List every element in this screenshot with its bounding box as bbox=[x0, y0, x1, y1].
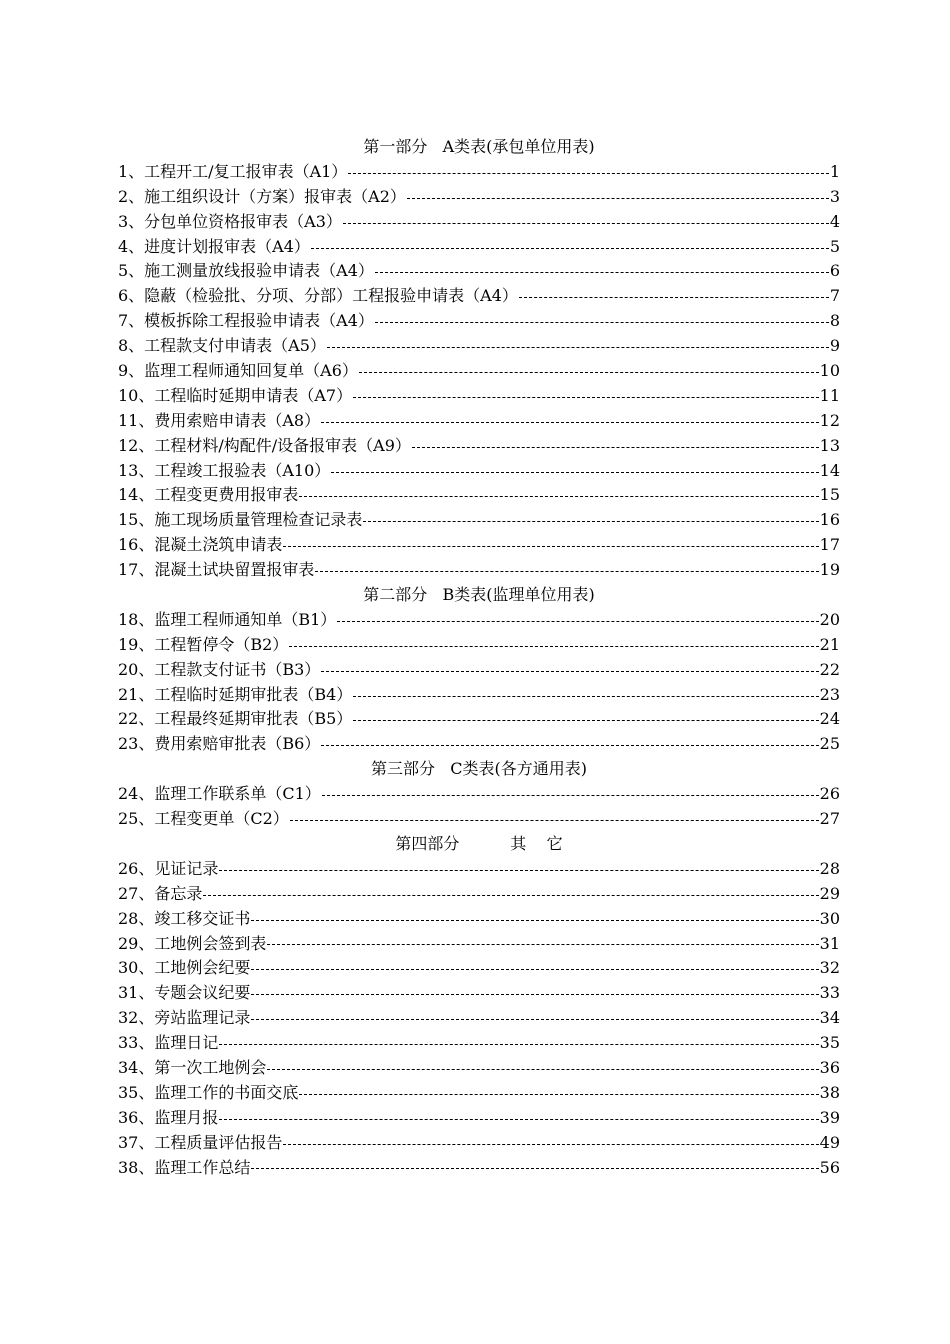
dotted-leader bbox=[348, 173, 829, 174]
toc-entry-page: 7 bbox=[829, 286, 840, 306]
dotted-leader bbox=[289, 646, 818, 647]
toc-entry bbox=[118, 882, 840, 907]
toc-entry bbox=[118, 259, 840, 284]
dotted-leader bbox=[407, 198, 829, 199]
toc-entry-title: 15、施工现场质量管理检查记录表 bbox=[118, 510, 363, 530]
dotted-leader bbox=[251, 994, 818, 995]
toc-entry-page: 31 bbox=[819, 933, 840, 953]
toc-entry bbox=[118, 533, 840, 558]
toc-entry-page: 6 bbox=[829, 261, 840, 281]
toc-entry-page: 34 bbox=[819, 1008, 840, 1028]
toc-entry-page: 26 bbox=[819, 784, 840, 804]
toc-entry-page: 30 bbox=[819, 908, 840, 928]
toc-entry-title: 12、工程材料/构配件/设备报审表（A9） bbox=[118, 435, 411, 455]
toc-entry-page: 1 bbox=[829, 161, 840, 181]
dotted-leader bbox=[251, 1168, 818, 1169]
toc-entry-title: 7、模板拆除工程报验申请表（A4） bbox=[118, 311, 374, 331]
toc-entry-page: 19 bbox=[819, 560, 840, 580]
toc-entry-page: 39 bbox=[819, 1107, 840, 1127]
toc-entry-page: 16 bbox=[819, 510, 840, 530]
toc-entry-page: 29 bbox=[819, 883, 840, 903]
toc-entry-title: 17、混凝土试块留置报审表 bbox=[118, 560, 315, 580]
toc-entry-title: 37、工程质量评估报告 bbox=[118, 1132, 283, 1152]
toc-entry-page: 21 bbox=[819, 634, 840, 654]
dotted-leader bbox=[343, 223, 829, 224]
dotted-leader bbox=[327, 347, 829, 348]
dotted-leader bbox=[375, 272, 829, 273]
toc-entry bbox=[118, 707, 840, 732]
toc-entry bbox=[118, 1106, 840, 1131]
dotted-leader bbox=[353, 720, 818, 721]
toc-entry bbox=[118, 1031, 840, 1056]
toc-entry-title: 31、专题会议纪要 bbox=[118, 983, 251, 1003]
toc-entry bbox=[118, 334, 840, 359]
toc-entry-title: 8、工程款支付申请表（A5） bbox=[118, 336, 326, 356]
toc-entry-page: 28 bbox=[819, 858, 840, 878]
toc-entry bbox=[118, 210, 840, 235]
dotted-leader bbox=[322, 795, 819, 796]
dotted-leader bbox=[315, 571, 818, 572]
toc-entry bbox=[118, 434, 840, 459]
toc-entry bbox=[118, 1056, 840, 1081]
toc-entry-title: 24、监理工作联系单（C1） bbox=[118, 784, 321, 804]
toc-entry-page: 20 bbox=[819, 609, 840, 629]
toc-entry-title: 11、费用索赔申请表（A8） bbox=[118, 410, 321, 430]
toc-entry-page: 9 bbox=[829, 336, 840, 356]
toc-entry bbox=[118, 1006, 840, 1031]
toc-entry-page: 5 bbox=[829, 236, 840, 256]
toc-entry bbox=[118, 1081, 840, 1106]
toc-entry bbox=[118, 633, 840, 658]
toc-entry-page: 23 bbox=[819, 684, 840, 704]
toc-entry-page: 35 bbox=[819, 1033, 840, 1053]
toc-entry-page: 4 bbox=[829, 211, 840, 231]
toc-entry-title: 10、工程临时延期申请表（A7） bbox=[118, 385, 353, 405]
section-heading: 第一部分 A类表(承包单位用表) bbox=[363, 137, 595, 156]
section-heading: 第四部分 其 它 bbox=[395, 833, 563, 853]
toc-entry-title: 2、施工组织设计（方案）报审表（A2） bbox=[118, 186, 406, 206]
toc-entry bbox=[118, 384, 840, 409]
toc-entry bbox=[118, 932, 840, 957]
toc-entry bbox=[118, 235, 840, 260]
toc-entry bbox=[118, 483, 840, 508]
dotted-leader bbox=[283, 546, 818, 547]
toc-entry-page: 32 bbox=[819, 958, 840, 978]
toc-entry-title: 19、工程暂停令（B2） bbox=[118, 634, 289, 654]
table-of-contents bbox=[118, 135, 840, 1180]
toc-entry-page: 15 bbox=[819, 485, 840, 505]
dotted-leader bbox=[337, 621, 818, 622]
dotted-leader bbox=[321, 422, 819, 423]
dotted-leader bbox=[412, 447, 819, 448]
dotted-leader bbox=[251, 969, 818, 970]
toc-entry-page: 25 bbox=[819, 734, 840, 754]
toc-entry bbox=[118, 683, 840, 708]
dotted-leader bbox=[251, 920, 818, 921]
toc-entry-title: 32、旁站监理记录 bbox=[118, 1008, 251, 1028]
dotted-leader bbox=[267, 1069, 818, 1070]
toc-entry-title: 23、费用索赔审批表（B6） bbox=[118, 734, 321, 754]
toc-entry-title: 38、监理工作总结 bbox=[118, 1157, 251, 1177]
dotted-leader bbox=[321, 671, 818, 672]
toc-entry-page: 49 bbox=[819, 1132, 840, 1152]
toc-entry bbox=[118, 409, 840, 434]
dotted-leader bbox=[219, 1119, 818, 1120]
toc-entry-page: 17 bbox=[819, 535, 840, 555]
toc-entry-title: 21、工程临时延期审批表（B4） bbox=[118, 684, 353, 704]
toc-entry-title: 5、施工测量放线报验申请表（A4） bbox=[118, 261, 374, 281]
toc-entry-page: 3 bbox=[829, 186, 840, 206]
toc-entry-title: 6、隐蔽（检验批、分项、分部）工程报验申请表（A4） bbox=[118, 286, 518, 306]
toc-entry bbox=[118, 558, 840, 583]
toc-entry-title: 14、工程变更费用报审表 bbox=[118, 485, 299, 505]
toc-entry-title: 26、见证记录 bbox=[118, 858, 219, 878]
toc-entry-page: 14 bbox=[819, 460, 840, 480]
toc-entry bbox=[118, 1131, 840, 1156]
dotted-leader bbox=[299, 496, 818, 497]
toc-entry bbox=[118, 1156, 840, 1181]
toc-entry-page: 13 bbox=[819, 435, 840, 455]
toc-entry-title: 3、分包单位资格报审表（A3） bbox=[118, 211, 342, 231]
toc-entry-title: 29、工地例会签到表 bbox=[118, 933, 267, 953]
toc-entry-page: 22 bbox=[819, 659, 840, 679]
toc-entry bbox=[118, 658, 840, 683]
toc-entry-title: 22、工程最终延期审批表（B5） bbox=[118, 709, 353, 729]
toc-entry-page: 11 bbox=[819, 385, 840, 405]
dotted-leader bbox=[203, 895, 818, 896]
toc-entry-title: 1、工程开工/复工报审表（A1） bbox=[118, 161, 348, 181]
toc-entry bbox=[118, 807, 840, 832]
dotted-leader bbox=[251, 1019, 818, 1020]
toc-entry bbox=[118, 981, 840, 1006]
dotted-leader bbox=[353, 397, 819, 398]
toc-entry-title: 25、工程变更单（C2） bbox=[118, 809, 289, 829]
toc-entry-page: 56 bbox=[819, 1157, 840, 1177]
toc-entry-title: 27、备忘录 bbox=[118, 883, 203, 903]
section-heading: 第三部分 C类表(各方通用表) bbox=[371, 759, 587, 779]
toc-entry-page: 38 bbox=[819, 1082, 840, 1102]
toc-entry-page: 8 bbox=[829, 311, 840, 331]
toc-entry-page: 33 bbox=[819, 983, 840, 1003]
dotted-leader bbox=[219, 870, 818, 871]
toc-entry bbox=[118, 857, 840, 882]
toc-entry bbox=[118, 508, 840, 533]
toc-entry-title: 4、进度计划报审表（A4） bbox=[118, 236, 310, 256]
dotted-leader bbox=[219, 1044, 818, 1045]
toc-entry-title: 34、第一次工地例会 bbox=[118, 1057, 267, 1077]
toc-entry-title: 33、监理日记 bbox=[118, 1033, 219, 1053]
toc-entry-title: 35、监理工作的书面交底 bbox=[118, 1082, 299, 1102]
toc-entry bbox=[118, 309, 840, 334]
dotted-leader bbox=[311, 248, 829, 249]
dotted-leader bbox=[267, 944, 818, 945]
toc-entry-title: 16、混凝土浇筑申请表 bbox=[118, 535, 283, 555]
toc-entry-title: 9、监理工程师通知回复单（A6） bbox=[118, 361, 358, 381]
toc-entry bbox=[118, 160, 840, 185]
toc-entry bbox=[118, 956, 840, 981]
dotted-leader bbox=[375, 322, 829, 323]
dotted-leader bbox=[353, 696, 818, 697]
section-heading: 第二部分 B类表(监理单位用表) bbox=[363, 585, 595, 605]
toc-entry-page: 10 bbox=[819, 361, 840, 381]
toc-entry bbox=[118, 359, 840, 384]
toc-entry bbox=[118, 907, 840, 932]
dotted-leader bbox=[290, 820, 819, 821]
toc-entry-title: 20、工程款支付证书（B3） bbox=[118, 659, 321, 679]
toc-entry bbox=[118, 284, 840, 309]
toc-entry bbox=[118, 732, 840, 757]
dotted-leader bbox=[359, 372, 819, 373]
dotted-leader bbox=[283, 1144, 818, 1145]
dotted-leader bbox=[299, 1094, 818, 1095]
toc-entry bbox=[118, 608, 840, 633]
toc-entry-title: 30、工地例会纪要 bbox=[118, 958, 251, 978]
toc-entry-page: 12 bbox=[819, 410, 840, 430]
dotted-leader bbox=[363, 521, 818, 522]
toc-entry-page: 36 bbox=[819, 1057, 840, 1077]
toc-entry-title: 36、监理月报 bbox=[118, 1107, 219, 1127]
toc-entry-page: 24 bbox=[819, 709, 840, 729]
toc-entry bbox=[118, 185, 840, 210]
toc-entry bbox=[118, 782, 840, 807]
dotted-leader bbox=[331, 472, 818, 473]
toc-entry-title: 28、竣工移交证书 bbox=[118, 908, 251, 928]
toc-entry-title: 18、监理工程师通知单（B1） bbox=[118, 609, 337, 629]
dotted-leader bbox=[321, 745, 818, 746]
toc-entry-page: 27 bbox=[819, 809, 840, 829]
toc-entry bbox=[118, 459, 840, 484]
dotted-leader bbox=[519, 297, 829, 298]
toc-entry-title: 13、工程竣工报验表（A10） bbox=[118, 460, 331, 480]
